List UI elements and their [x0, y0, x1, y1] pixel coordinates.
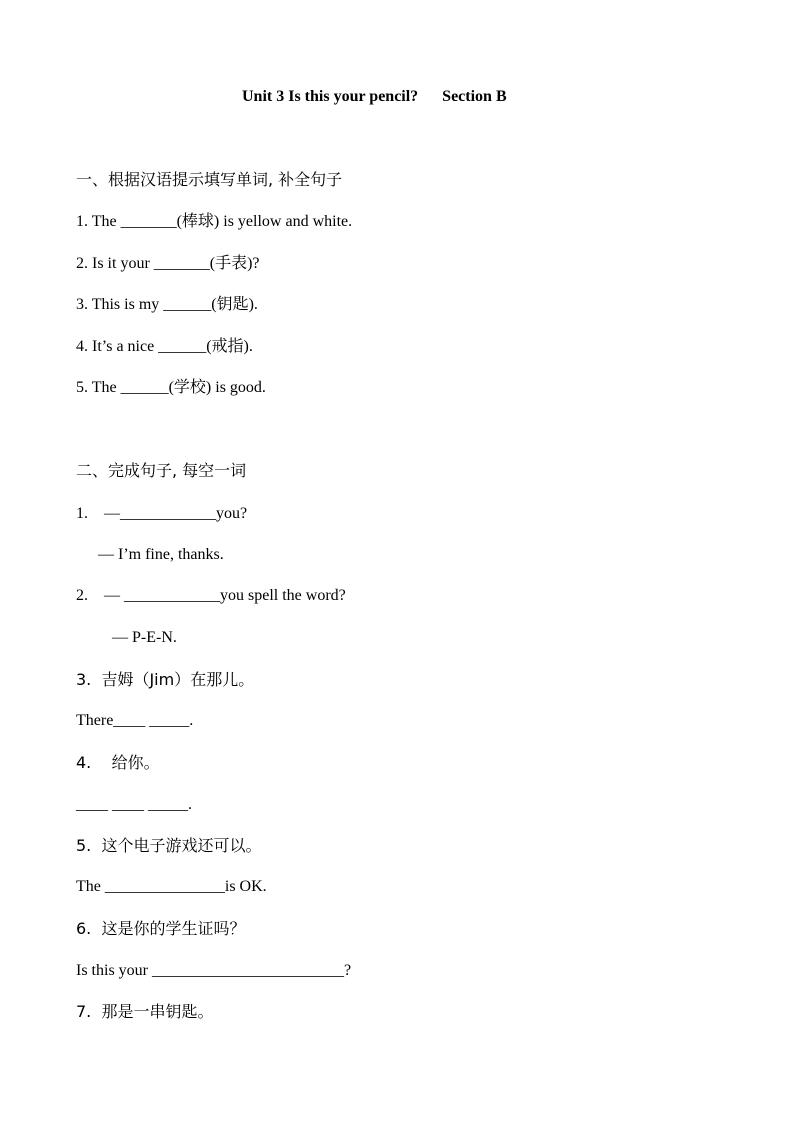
section-2-q5: 5. 这个电子游戏还可以。 [76, 836, 262, 855]
section-2-q4: 4. 给你。 [76, 753, 160, 772]
section-1-item-3: 3. This is my ______(钥匙). [76, 296, 258, 313]
section-2-q2: 2. — ____________you spell the word? [76, 587, 346, 604]
page-title: Unit 3 Is this your pencil? Section B [242, 88, 507, 105]
section-1-item-4: 4. It’s a nice ______(戒指). [76, 338, 253, 355]
section-1-item-1: 1. The _______(棒球) is yellow and white. [76, 213, 353, 230]
section-2-q4-line: ____ ____ _____. [76, 796, 192, 813]
section-1-item-2: 2. Is it your _______(手表)? [76, 255, 260, 272]
section-2-q2-answer: — P-E-N. [112, 629, 177, 646]
section-2-q6-line: Is this your ________________________? [76, 962, 352, 979]
section-2-heading: 二、完成句子, 每空一词 [76, 461, 247, 480]
section-2-q5-line: The _______________is OK. [76, 878, 267, 895]
section-1-heading: 一、根据汉语提示填写单词, 补全句子 [76, 170, 343, 189]
section-2-q3-line: There____ _____. [76, 712, 194, 729]
section-2-q7: 7. 那是一串钥匙。 [76, 1002, 214, 1021]
section-2-q3: 3. 吉姆（Jim）在那儿。 [76, 670, 255, 689]
section-2-q6: 6. 这是你的学生证吗？ [76, 919, 246, 938]
section-2-q1: 1. —____________you? [76, 505, 248, 522]
section-1-item-5: 5. The ______(学校) is good. [76, 379, 266, 396]
section-2-q1-answer: — I’m fine, thanks. [98, 546, 224, 563]
